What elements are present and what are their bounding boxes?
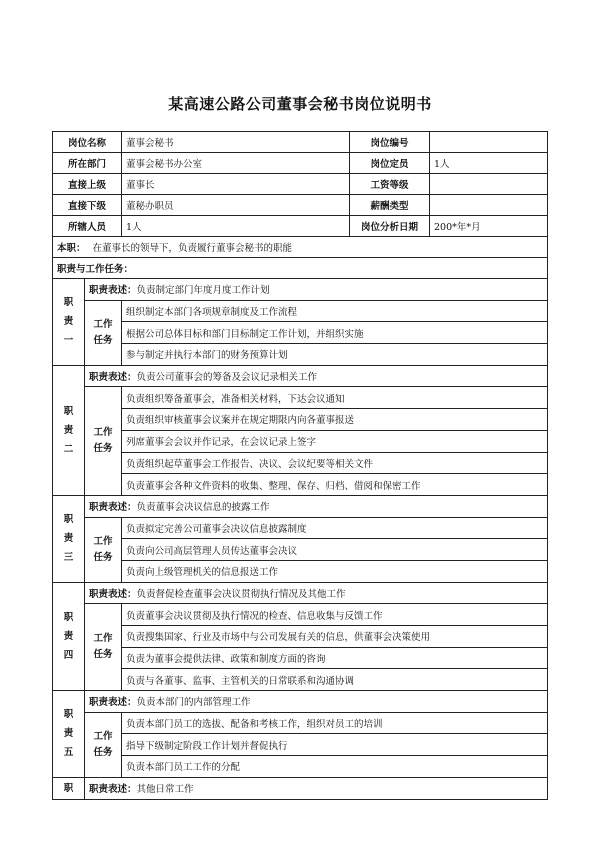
work-task-label-line1: 工作 <box>93 633 113 645</box>
duties-header-row <box>53 258 548 279</box>
task-text: 负责组织起草董事会工作报告、决议、会议纪要等相关文件 <box>122 452 548 474</box>
duty-number-char: 责 <box>63 630 74 642</box>
value-position-name: 董事会秘书 <box>122 132 350 153</box>
label-headcount: 岗位定员 <box>350 153 430 174</box>
value-direct-superior: 董事长 <box>122 174 350 195</box>
duty-number-char: 职 <box>63 405 74 417</box>
benzhi-row <box>53 237 548 258</box>
duty-desc-row <box>53 279 548 301</box>
duty-number-char: 职 <box>63 611 74 623</box>
duty-number-char: 责 <box>63 424 74 436</box>
label-department: 所在部门 <box>53 153 122 174</box>
duty-number-char: 职 <box>63 514 74 526</box>
duty-desc-label: 职责表述： <box>89 588 137 600</box>
task-row <box>53 452 548 474</box>
duty-desc-label: 职责表述： <box>89 784 137 796</box>
task-text: 负责董事会决议贯彻及执行情况的检查、信息收集与反馈工作 <box>122 604 548 626</box>
task-row <box>53 712 548 734</box>
duty-number-char: 职 <box>63 709 74 721</box>
task-row <box>53 734 548 756</box>
label-position-code: 岗位编号 <box>350 132 430 153</box>
work-task-label-line2: 任务 <box>93 551 113 563</box>
duty-desc-text: 负责制定部门年度月度工作计划 <box>136 285 270 297</box>
duty-desc-row <box>53 495 548 517</box>
duty-desc-row <box>53 691 548 713</box>
duty-number-char: 责 <box>63 316 74 328</box>
task-text: 组织制定本部门各项规章制度及工作流程 <box>122 300 548 322</box>
work-task-label <box>85 712 122 777</box>
work-task-label-line1: 工作 <box>93 730 113 742</box>
work-task-label-line2: 任务 <box>93 649 113 661</box>
task-row <box>53 669 548 691</box>
duty-number-char: 三 <box>63 552 74 564</box>
label-position-name: 岗位名称 <box>53 132 122 153</box>
task-text: 列席董事会会议并作记录，在会议记录上签字 <box>122 430 548 452</box>
duty-desc-text: 负责董事会决议信息的披露工作 <box>136 502 270 514</box>
label-direct-subordinate: 直接下级 <box>53 195 122 216</box>
duty-desc-row <box>53 777 548 799</box>
task-row <box>53 539 548 561</box>
task-text: 负责拟定完善公司董事会决议信息披露制度 <box>122 517 548 539</box>
task-text: 指导下级制定阶段工作计划并督促执行 <box>122 734 548 756</box>
label-staff: 所辖人员 <box>53 216 122 237</box>
work-task-label-line1: 工作 <box>93 318 113 330</box>
work-task-label <box>85 517 122 582</box>
duty-number-cell <box>53 582 85 690</box>
duty-desc-text: 负责公司董事会的筹备及会议记录相关工作 <box>136 372 318 384</box>
header-row <box>53 195 548 216</box>
duty-desc-row <box>53 365 548 387</box>
work-task-label-line2: 任务 <box>93 746 113 758</box>
work-task-label-line1: 工作 <box>93 427 113 439</box>
duty-desc-row <box>53 582 548 604</box>
task-row <box>53 517 548 539</box>
value-headcount: 1人 <box>430 153 548 174</box>
task-text: 负责为董事会提供法律、政策和制度方面的咨询 <box>122 647 548 669</box>
header-row <box>53 174 548 195</box>
duty-number-char: 一 <box>63 335 74 347</box>
duty-number-cell <box>53 365 85 495</box>
task-text: 负责与各董事、监事、主管机关的日常联系和沟通协调 <box>122 669 548 691</box>
work-task-label <box>85 300 122 365</box>
duty-number-cell <box>53 279 85 366</box>
task-text: 负责向上级管理机关的信息报送工作 <box>122 560 548 582</box>
benzhi-label: 本职： <box>57 243 86 254</box>
task-text: 负责组织审核董事会议案并在规定期限内向各董事报送 <box>122 409 548 431</box>
work-task-label-line2: 任务 <box>93 334 113 346</box>
benzhi-text: 在董事长的领导下，负责履行董事会秘书的职能 <box>92 243 293 254</box>
task-row <box>53 322 548 344</box>
work-task-label-line1: 工作 <box>93 535 113 547</box>
header-row <box>53 216 548 237</box>
duty-number-char: 责 <box>63 533 74 545</box>
task-text: 负责董事会各种文件资料的收集、整理、保存、归档、借阅和保密工作 <box>122 474 548 496</box>
value-department: 董事会秘书办公室 <box>122 153 350 174</box>
duty-number-cell <box>53 691 85 778</box>
task-text: 参与制定并执行本部门的财务预算计划 <box>122 344 548 366</box>
value-staff: 1人 <box>122 216 350 237</box>
task-text: 负责向公司高层管理人员传达董事会决议 <box>122 539 548 561</box>
duty-desc-label: 职责表述： <box>89 285 137 297</box>
task-text: 负责本部门员工工作的分配 <box>122 756 548 778</box>
header-row <box>53 132 548 153</box>
task-row <box>53 647 548 669</box>
task-text: 负责搜集国家、行业及市场中与公司发展有关的信息，供董事会决策使用 <box>122 626 548 648</box>
label-analysis-date: 岗位分析日期 <box>350 216 430 237</box>
duty-number-char: 责 <box>63 728 74 740</box>
work-task-label <box>85 604 122 691</box>
value-direct-subordinate: 董秘办职员 <box>122 195 350 216</box>
task-row <box>53 387 548 409</box>
task-text: 负责组织筹备董事会，准备相关材料，下达会议通知 <box>122 387 548 409</box>
task-row <box>53 344 548 366</box>
task-row <box>53 604 548 626</box>
duty-desc-label: 职责表述： <box>89 502 137 514</box>
duty-number-char: 二 <box>63 443 74 455</box>
document-title: 某高速公路公司董事会秘书岗位说明书 <box>168 95 432 113</box>
task-row <box>53 474 548 496</box>
value-analysis-date: 200*年*月 <box>430 216 548 237</box>
value-position-code <box>430 132 548 153</box>
duty-number-cell <box>53 495 85 582</box>
task-row <box>53 560 548 582</box>
value-pay-type <box>430 195 548 216</box>
duty-number-char: 五 <box>63 747 74 759</box>
duty-number-char: 职 <box>53 777 85 799</box>
work-task-label <box>85 387 122 495</box>
label-salary-grade: 工资等级 <box>350 174 430 195</box>
task-row <box>53 409 548 431</box>
task-row <box>53 626 548 648</box>
duty-desc-text: 负责本部门的内部管理工作 <box>136 697 251 709</box>
task-row <box>53 756 548 778</box>
job-description-table <box>52 131 548 800</box>
value-salary-grade <box>430 174 548 195</box>
label-pay-type: 薪酬类型 <box>350 195 430 216</box>
duty-desc-label: 职责表述： <box>89 697 137 709</box>
duty-desc-text: 负责督促检查董事会决议贯彻执行情况及其他工作 <box>136 588 346 600</box>
work-task-label-line2: 任务 <box>93 443 113 455</box>
task-row <box>53 430 548 452</box>
task-text: 负责本部门员工的选拔、配备和考核工作，组织对员工的培训 <box>122 712 548 734</box>
header-row <box>53 153 548 174</box>
task-text: 根据公司总体目标和部门目标制定工作计划，并组织实施 <box>122 322 548 344</box>
duty-desc-label: 职责表述： <box>89 372 137 384</box>
duty-desc-text: 其他日常工作 <box>136 784 194 796</box>
duty-number-char: 职 <box>63 297 74 309</box>
duties-header: 职责与工作任务： <box>53 258 548 279</box>
duty-number-char: 四 <box>63 649 74 661</box>
task-row <box>53 300 548 322</box>
label-direct-superior: 直接上级 <box>53 174 122 195</box>
